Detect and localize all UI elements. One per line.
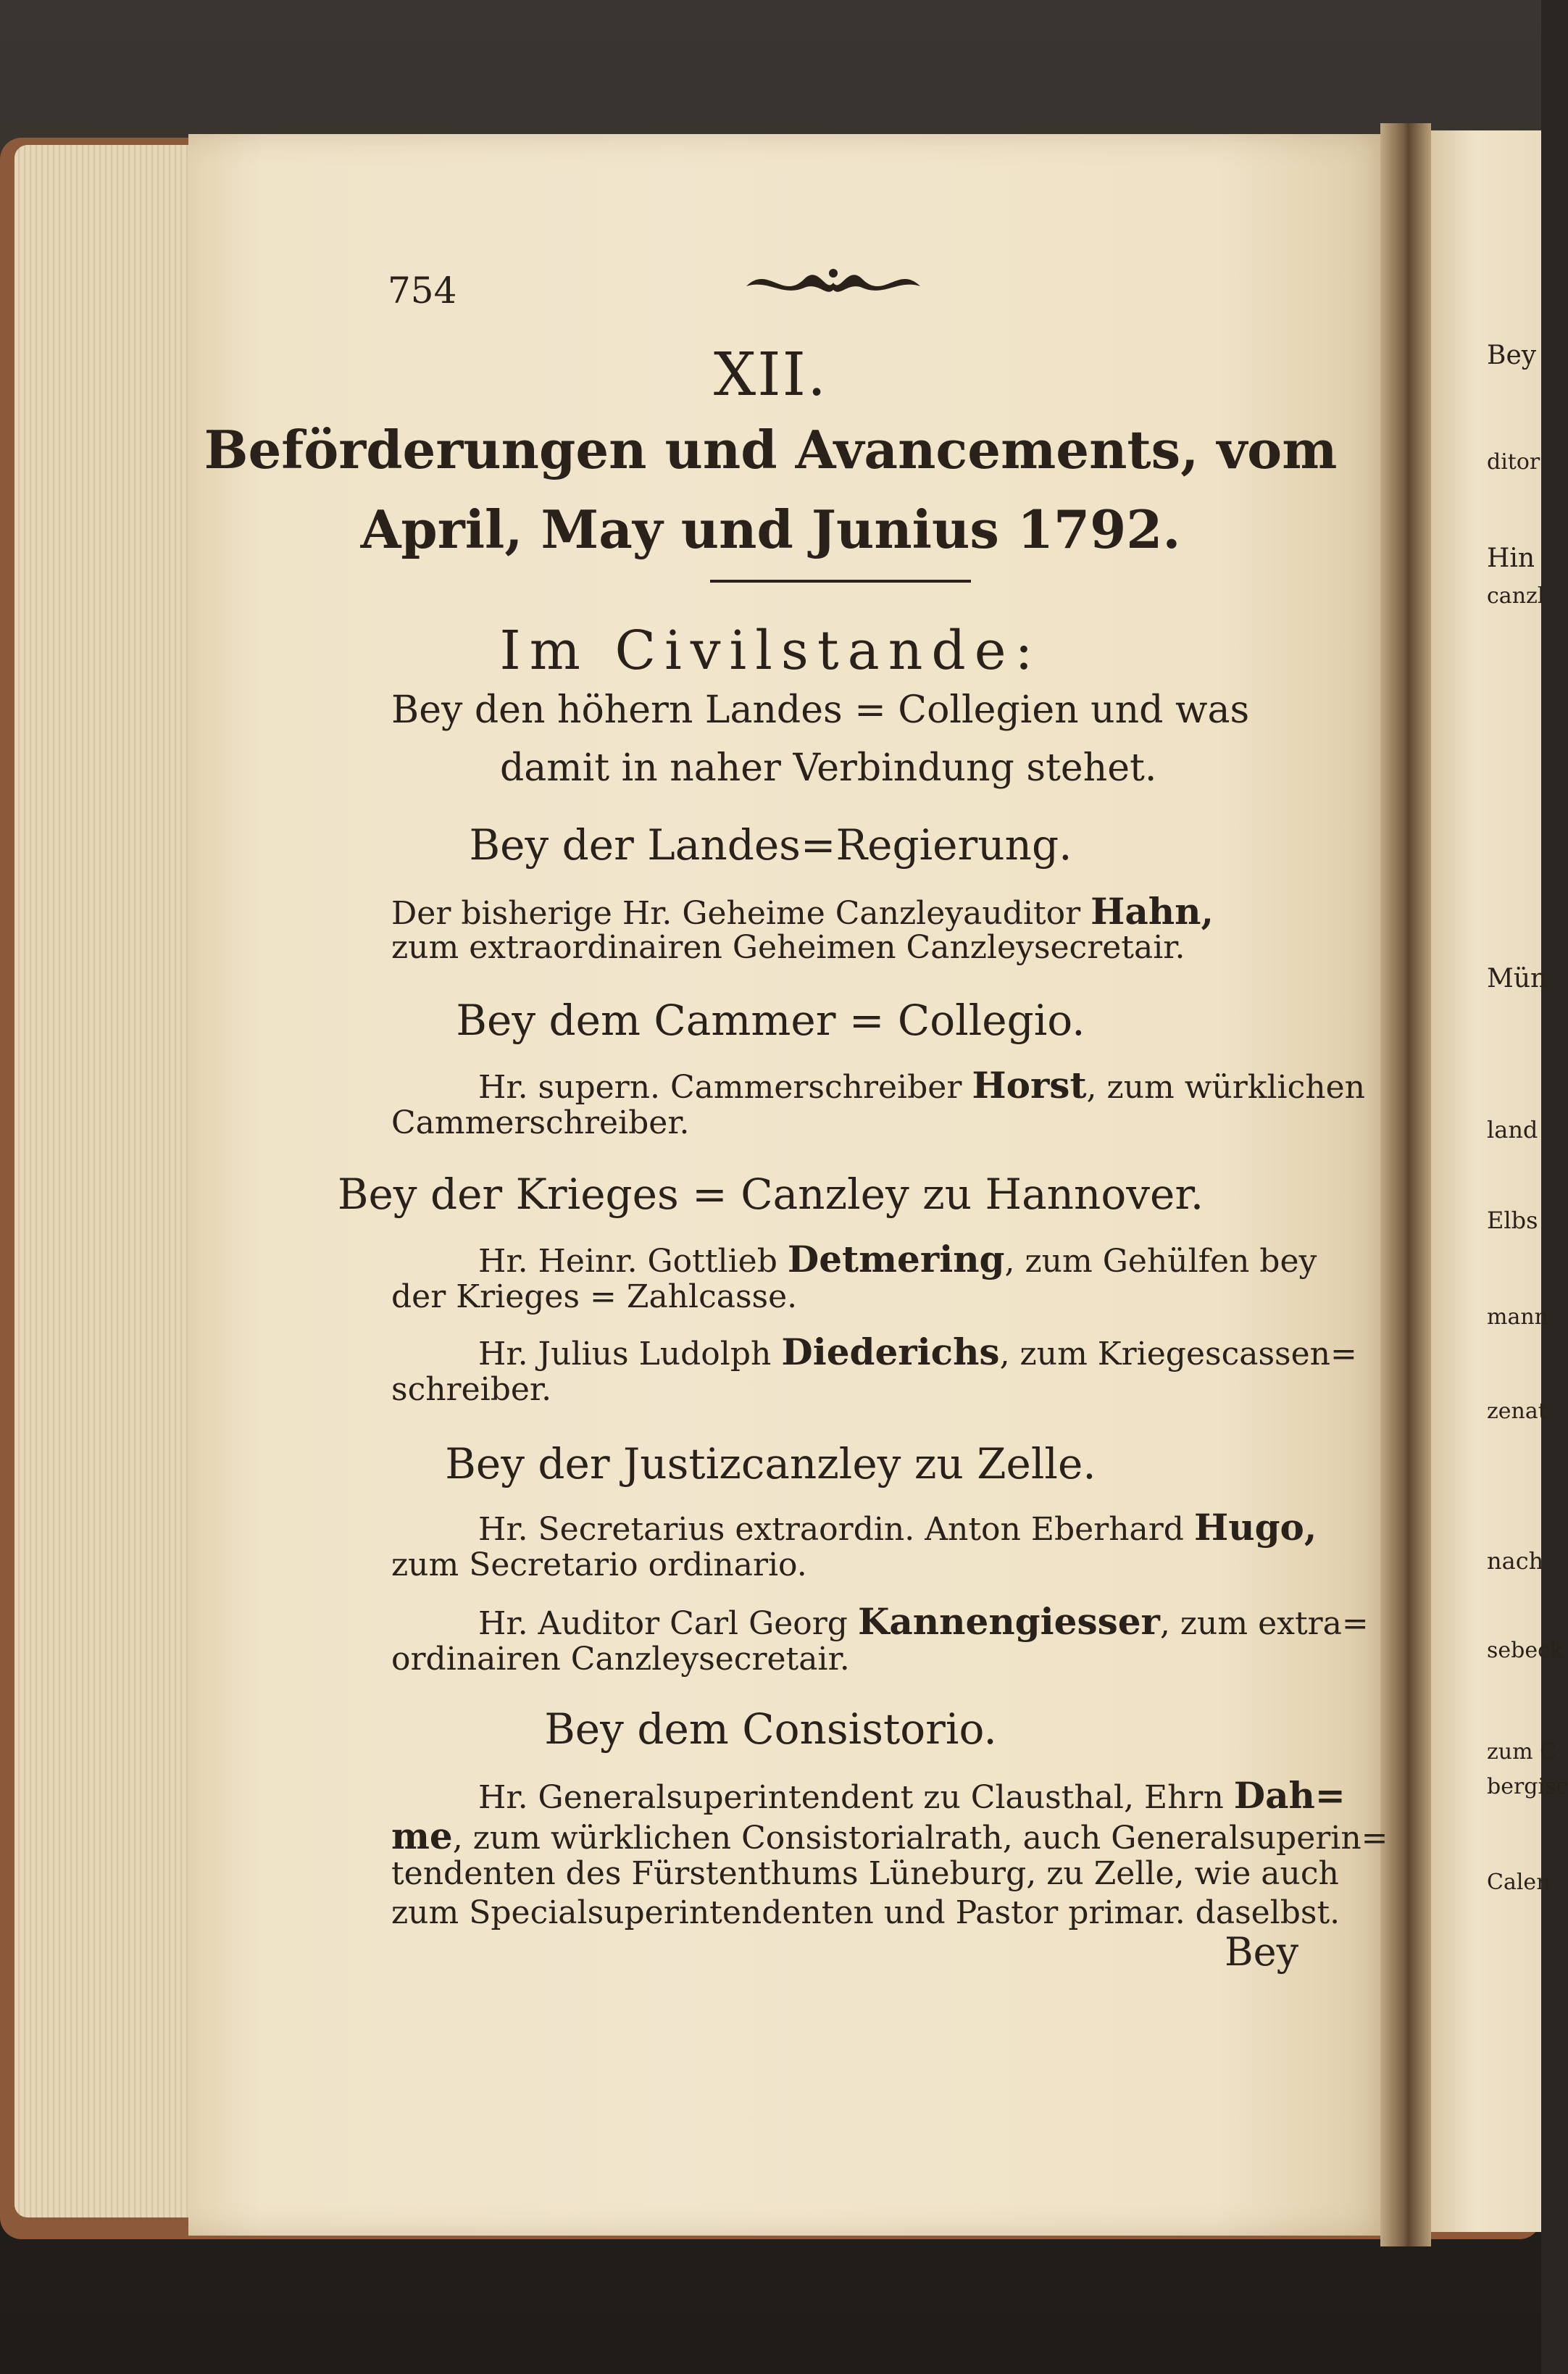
entry-line: Der bisherige Hr. Geheime Canzleyauditor Hahn, bbox=[391, 890, 1214, 933]
subheading-regierung: Bey der Landes=Regierung. bbox=[469, 820, 1072, 870]
facing-fragment: Elbs bbox=[1487, 1207, 1538, 1234]
chapter-title-line2: April, May und Junius 1792. bbox=[360, 499, 1181, 560]
entry-line: ordinairen Canzleysecretair. bbox=[391, 1641, 850, 1678]
facing-fragment: Mün bbox=[1487, 964, 1548, 994]
entry-line: Hr. Heinr. Gottlieb Detmering, zum Gehülfen bey bbox=[478, 1238, 1317, 1280]
entry-line: me, zum würklichen Consistorialrath, auch Generalsuperin= bbox=[391, 1815, 1388, 1857]
facing-fragment: Hin bbox=[1487, 543, 1535, 573]
intro-line-2: damit in naher Verbindung stehet. bbox=[500, 746, 1157, 790]
subheading-cammer: Bey dem Cammer = Collegio. bbox=[456, 996, 1085, 1045]
facing-fragment: Bey bbox=[1487, 341, 1537, 370]
entry-line: Hr. Auditor Carl Georg Kannengiesser, zum extra= bbox=[478, 1600, 1369, 1643]
facing-fragment: ditor bbox=[1487, 449, 1540, 475]
subheading-krieges: Bey der Krieges = Canzley zu Hannover. bbox=[337, 1170, 1204, 1219]
facing-fragment: Calen bbox=[1487, 1870, 1551, 1895]
chapter-title-line1: Beförderungen und Avancements, vom bbox=[204, 419, 1338, 480]
page-number: 754 bbox=[388, 270, 457, 312]
facing-fragment: zenat bbox=[1487, 1399, 1547, 1424]
facing-fragment: zum C bbox=[1487, 1739, 1557, 1765]
facing-fragment: nach bbox=[1487, 1547, 1544, 1575]
subheading-consistorio: Bey dem Consistorio. bbox=[544, 1704, 997, 1754]
divider-rule bbox=[710, 580, 971, 583]
facing-fragment: bergisc bbox=[1487, 1774, 1568, 1799]
facing-fragment: sebeck bbox=[1487, 1638, 1564, 1663]
entry-line: zum Secretario ordinario. bbox=[391, 1546, 807, 1583]
section-heading: Im Civilstande: bbox=[499, 620, 1042, 682]
facing-fragment: land bbox=[1487, 1116, 1538, 1144]
entry-line: Hr. Julius Ludolph Diederichs, zum Kriegescassen= bbox=[478, 1330, 1357, 1373]
facing-fragment: mann bbox=[1487, 1304, 1548, 1330]
entry-line: tendenten des Fürstenthums Lüneburg, zu Zelle, wie auch bbox=[391, 1855, 1339, 1892]
entry-line: zum Specialsuperintendenten und Pastor primar. daselbst. bbox=[391, 1894, 1340, 1931]
entry-line: der Krieges = Zahlcasse. bbox=[391, 1278, 798, 1315]
entry-line: schreiber. bbox=[391, 1371, 552, 1408]
subheading-justiz: Bey der Justizcanzley zu Zelle. bbox=[445, 1439, 1096, 1488]
facing-fragment: canzl bbox=[1487, 583, 1545, 609]
entry-line: Hr. Generalsuperintendent zu Clausthal, Ehrn Dah= bbox=[478, 1774, 1346, 1817]
entry-line: Cammerschreiber. bbox=[391, 1104, 690, 1141]
entry-line: zum extraordinairen Geheimen Canzleysecretair. bbox=[391, 929, 1185, 966]
ornament-icon bbox=[739, 257, 927, 308]
catchword: Bey bbox=[1225, 1929, 1299, 1975]
entry-line: Hr. supern. Cammerschreiber Horst, zum würklichen bbox=[478, 1064, 1365, 1107]
entry-line: Hr. Secretarius extraordin. Anton Eberhard Hugo, bbox=[478, 1506, 1317, 1549]
intro-line-1: Bey den höhern Landes = Collegien und was bbox=[391, 688, 1250, 732]
chapter-number: XII. bbox=[713, 341, 828, 409]
